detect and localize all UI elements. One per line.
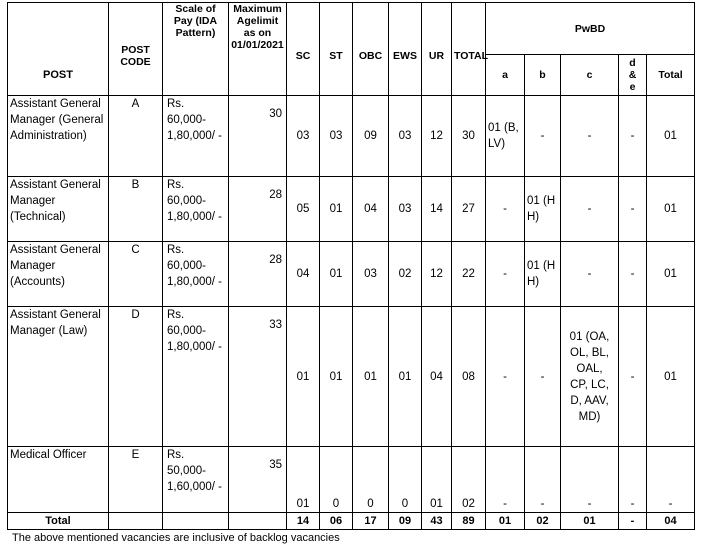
pwbd-de-cell: - xyxy=(619,447,647,513)
age-limit-cell: 28 xyxy=(229,177,287,242)
table-row xyxy=(8,177,695,242)
total-cell: 22 xyxy=(452,242,486,307)
header-st: ST xyxy=(320,3,353,96)
header-post-code: POST CODE xyxy=(109,3,163,96)
obc-cell: 0 xyxy=(353,447,389,513)
total-empty-cell xyxy=(229,513,287,530)
ews-cell: 01 xyxy=(389,307,422,447)
header-pwbd-c: c xyxy=(561,55,619,96)
table-row xyxy=(8,242,695,307)
pwbd-a-cell: - xyxy=(486,177,525,242)
total-pwbd-c: 01 xyxy=(561,513,619,530)
post-cell: Assistant General Manager (Accounts) xyxy=(8,242,109,307)
pwbd-a-cell: 01 (B, LV) xyxy=(486,96,525,177)
total-cell: 30 xyxy=(452,96,486,177)
post-code-cell: C xyxy=(109,242,163,307)
pwbd-total-cell: 01 xyxy=(647,307,695,447)
table-row xyxy=(8,447,695,513)
pwbd-a-cell: - xyxy=(486,307,525,447)
total-ur: 43 xyxy=(422,513,452,530)
st-cell: 03 xyxy=(320,96,353,177)
ews-cell: 02 xyxy=(389,242,422,307)
pwbd-de-cell: - xyxy=(619,177,647,242)
age-limit-cell: 33 xyxy=(229,307,287,447)
total-ews: 09 xyxy=(389,513,422,530)
st-cell: 01 xyxy=(320,177,353,242)
total-sc: 14 xyxy=(287,513,320,530)
header-pwbd-b: b xyxy=(525,55,561,96)
obc-cell: 04 xyxy=(353,177,389,242)
post-code-cell: B xyxy=(109,177,163,242)
total-row xyxy=(8,513,695,530)
obc-cell: 01 xyxy=(353,307,389,447)
pay-scale-cell: Rs. 50,000-1,60,000/ - xyxy=(163,447,229,513)
pwbd-de-cell: - xyxy=(619,242,647,307)
pay-scale-cell: Rs. 60,000-1,80,000/ - xyxy=(163,177,229,242)
st-cell: 01 xyxy=(320,242,353,307)
total-cell: 27 xyxy=(452,177,486,242)
pwbd-de-cell: - xyxy=(619,307,647,447)
sc-cell: 03 xyxy=(287,96,320,177)
post-cell: Assistant General Manager (Law) xyxy=(8,307,109,447)
pwbd-b-cell: 01 (HH) xyxy=(525,177,561,242)
pay-scale-cell: Rs. 60,000-1,80,000/ - xyxy=(163,307,229,447)
pwbd-total-cell: 01 xyxy=(647,96,695,177)
total-label: Total xyxy=(8,513,109,530)
sc-cell: 04 xyxy=(287,242,320,307)
post-cell: Medical Officer xyxy=(8,447,109,513)
header-ur: UR xyxy=(422,3,452,96)
header-pwbd: PwBD xyxy=(486,3,695,55)
pwbd-total-cell: - xyxy=(647,447,695,513)
ews-cell: 0 xyxy=(389,447,422,513)
total-pwbd-a: 01 xyxy=(486,513,525,530)
pwbd-total-cell: 01 xyxy=(647,177,695,242)
pwbd-c-cell: - xyxy=(561,177,619,242)
header-total: TOTAL xyxy=(452,3,486,96)
header-ews: EWS xyxy=(389,3,422,96)
sc-cell: 05 xyxy=(287,177,320,242)
ur-cell: 01 xyxy=(422,447,452,513)
header-pwbd-de: d & e xyxy=(619,55,647,96)
header-post: POST xyxy=(8,3,109,96)
obc-cell: 03 xyxy=(353,242,389,307)
total-obc: 17 xyxy=(353,513,389,530)
pwbd-b-cell: - xyxy=(525,307,561,447)
age-limit-cell: 28 xyxy=(229,242,287,307)
ur-cell: 12 xyxy=(422,96,452,177)
total-pwbd-b: 02 xyxy=(525,513,561,530)
pay-scale-cell: Rs. 60,000-1,80,000/ - xyxy=(163,96,229,177)
header-obc: OBC xyxy=(353,3,389,96)
ur-cell: 04 xyxy=(422,307,452,447)
pwbd-a-cell: - xyxy=(486,447,525,513)
pwbd-b-cell: - xyxy=(525,447,561,513)
post-cell: Assistant General Manager (General Administration) xyxy=(8,96,109,177)
header-sc: SC xyxy=(287,3,320,96)
vacancy-table xyxy=(7,2,695,530)
age-limit-cell: 30 xyxy=(229,96,287,177)
pwbd-de-cell: - xyxy=(619,96,647,177)
sc-cell: 01 xyxy=(287,307,320,447)
post-code-cell: A xyxy=(109,96,163,177)
pay-scale-cell: Rs. 60,000-1,80,000/ - xyxy=(163,242,229,307)
pwbd-c-cell: 01 (OA, OL, BL, OAL, CP, LC, D, AAV, MD) xyxy=(561,307,619,447)
header-pwbd-total: Total xyxy=(647,55,695,96)
st-cell: 01 xyxy=(320,307,353,447)
table-row xyxy=(8,307,695,447)
ur-cell: 12 xyxy=(422,242,452,307)
total-cell: 08 xyxy=(452,307,486,447)
age-limit-cell: 35 xyxy=(229,447,287,513)
total-cell: 02 xyxy=(452,447,486,513)
ews-cell: 03 xyxy=(389,177,422,242)
st-cell: 0 xyxy=(320,447,353,513)
table-row xyxy=(8,96,695,177)
footnote: The above mentioned vacancies are inclusive of backlog vacancies xyxy=(12,532,340,544)
pwbd-c-cell: - xyxy=(561,447,619,513)
header-pwbd-a: a xyxy=(486,55,525,96)
total-empty-cell xyxy=(163,513,229,530)
obc-cell: 09 xyxy=(353,96,389,177)
pwbd-total-cell: 01 xyxy=(647,242,695,307)
total-st: 06 xyxy=(320,513,353,530)
total-pwbd-de: - xyxy=(619,513,647,530)
pwbd-b-cell: 01 (HH) xyxy=(525,242,561,307)
header-scale-of-pay: Scale of Pay (IDA Pattern) xyxy=(163,3,229,96)
total-total: 89 xyxy=(452,513,486,530)
pwbd-b-cell: - xyxy=(525,96,561,177)
pwbd-c-cell: - xyxy=(561,242,619,307)
pwbd-a-cell: - xyxy=(486,242,525,307)
pwbd-c-cell: - xyxy=(561,96,619,177)
total-pwbd-total: 04 xyxy=(647,513,695,530)
post-cell: Assistant General Manager (Technical) xyxy=(8,177,109,242)
ur-cell: 14 xyxy=(422,177,452,242)
post-code-cell: E xyxy=(109,447,163,513)
header-max-age: Maximum Agelimit as on 01/01/2021 xyxy=(229,3,287,96)
post-code-cell: D xyxy=(109,307,163,447)
sc-cell: 01 xyxy=(287,447,320,513)
ews-cell: 03 xyxy=(389,96,422,177)
total-empty-cell xyxy=(109,513,163,530)
